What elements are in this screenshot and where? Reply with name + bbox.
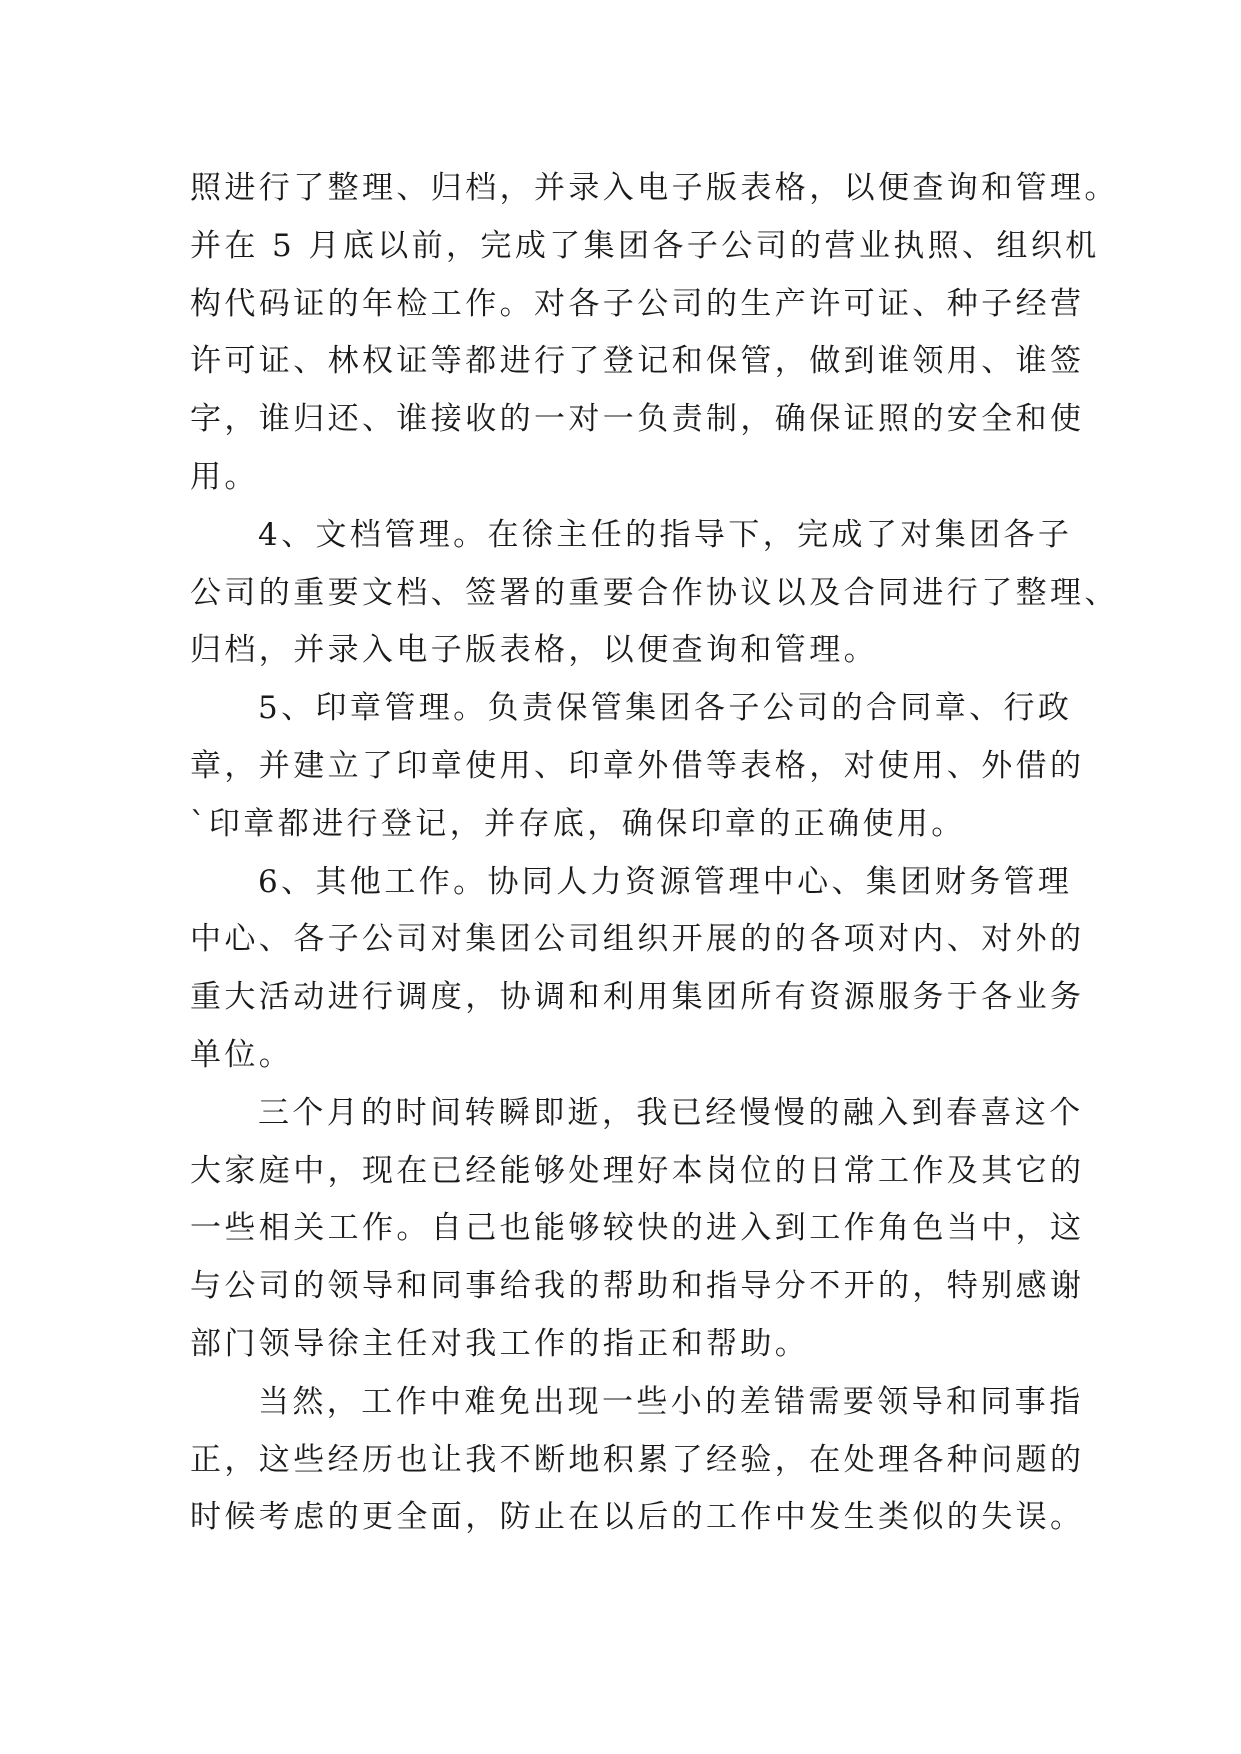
paragraph-lessons-learned (190, 1374, 1085, 1547)
text-line: 大家庭中，现在已经能够处理好本岗位的日常工作及其它的 (190, 1152, 1085, 1189)
text-line: 6、其他工作。协同人力资源管理中心、集团财务管理 (258, 863, 1073, 900)
text-line: 归档，并录入电子版表格，以便查询和管理。 (190, 632, 878, 669)
paragraph-certificate-management (190, 160, 1119, 507)
text-line: 字，谁归还、谁接收的一对一负责制，确保证照的安全和使 (190, 401, 1085, 438)
text-line: `印章都进行登记，并存底，确保印章的正确使用。 (190, 805, 966, 842)
paragraph-other-work (190, 854, 1085, 1085)
text-line: 正，这些经历也让我不断地积累了经验，在处理各种问题的 (190, 1441, 1085, 1478)
text-line: 章，并建立了印章使用、印章外借等表格，对使用、外借的 (190, 747, 1085, 784)
text-line: 三个月的时间转瞬即逝，我已经慢慢的融入到春喜这个 (258, 1094, 1084, 1131)
text-line: 公司的重要文档、签署的重要合作协议以及合同进行了整理、 (190, 574, 1119, 611)
text-line: 照进行了整理、归档，并录入电子版表格，以便查询和管理。 (190, 170, 1119, 206)
text-line: 并在 5 月底以前，完成了集团各子公司的营业执照、组织机 (190, 227, 1100, 264)
paragraph-reflection (190, 1085, 1085, 1374)
text-line: 当然，工作中难免出现一些小的差错需要领导和同事指 (258, 1383, 1084, 1420)
text-line: 4、文档管理。在徐主任的指导下，完成了对集团各子 (258, 516, 1073, 553)
text-line: 重大活动进行调度，协调和利用集团所有资源服务于各业务 (190, 979, 1085, 1016)
text-line: 与公司的领导和同事给我的帮助和指导分不开的，特别感谢 (190, 1268, 1085, 1305)
text-line: 单位。 (190, 1036, 294, 1073)
text-line: 构代码证的年检工作。对各子公司的生产许可证、种子经营 (190, 285, 1085, 322)
text-line: 中心、各子公司对集团公司组织开展的的各项对内、对外的 (190, 921, 1085, 958)
text-line: 5、印章管理。负责保管集团各子公司的合同章、行政 (258, 690, 1073, 727)
text-line: 一些相关工作。自己也能够较快的进入到工作角色当中，这 (190, 1210, 1085, 1247)
text-line: 用。 (190, 458, 259, 495)
document-body (190, 160, 1119, 1547)
text-line: 部门领导徐主任对我工作的指正和帮助。 (190, 1325, 810, 1362)
paragraph-document-management (190, 507, 1119, 680)
paragraph-seal-management (190, 680, 1085, 853)
text-line: 许可证、林权证等都进行了登记和保管，做到谁领用、谁签 (190, 343, 1085, 380)
text-line: 时候考虑的更全面，防止在以后的工作中发生类似的失误。 (190, 1499, 1085, 1536)
